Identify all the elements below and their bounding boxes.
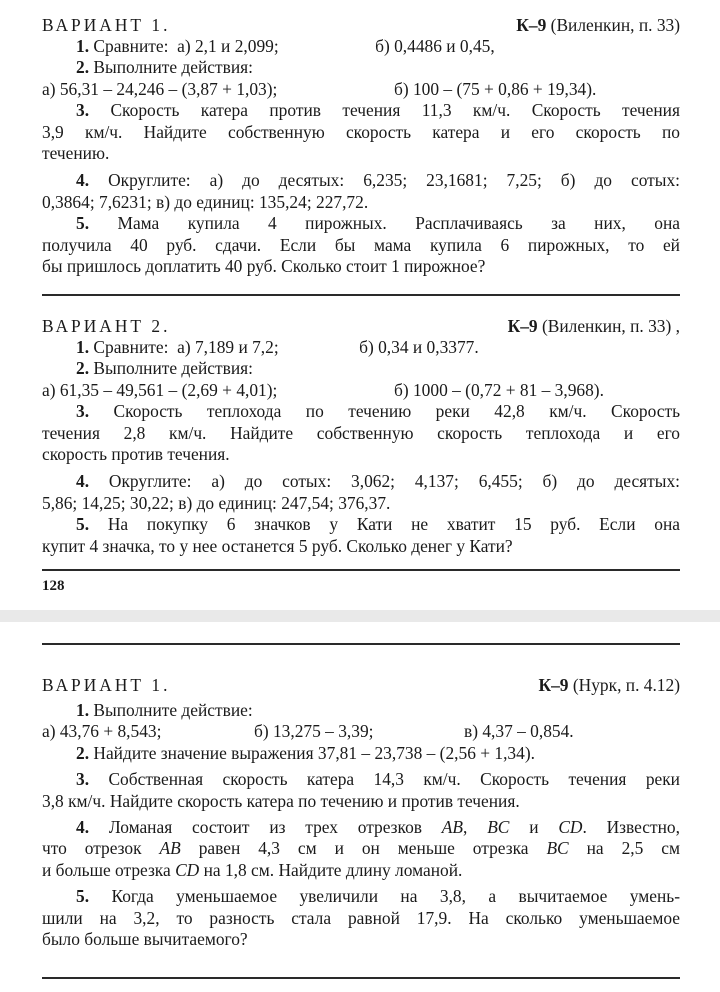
task-5-line-2: купит 4 значка, то у нее останется 5 руб. Сколько денег у Кати? [42,535,513,556]
variant-1-vilenkin [42,14,680,277]
task-5-line-2: получила 40 руб. сдачи. Если бы мама купила 6 пирожных, то ей [42,234,680,255]
task-4: 4. Округлите: а) до десятых: 6,235; 23,1681; 7,25; б) до сотых: [76,170,680,191]
task-3-line-2: 3,9 км/ч. Найдите собственную скорость катера и его скорость по [42,121,680,142]
test-code: К–9 (Виленкин, п. 33) , [507,316,680,336]
variant-2-vilenkin [42,315,680,557]
task-4: 4. Ломаная состоит из трех отрезков AB, BC и CD. Известно, [76,816,680,837]
test-code: К–9 (Виленкин, п. 33) [516,15,680,35]
task-5-line-2: шили на 3,2, то разность стала равной 17,9. На сколько уменьшаемое [42,907,680,928]
task-2: 2. Выполните действия: [76,57,253,78]
divider-rule [42,643,680,645]
task-3: 3. Собственная скорость катера 14,3 км/ч. Скорость течения реки [76,769,680,790]
test-code: К–9 (Нурк, п. 4.12) [538,675,680,695]
task-2-items: а) 56,31 – 24,246 – (3,87 + 1,03); б) 100 – (75 + 0,86 + 19,34). [42,78,597,99]
variant-title: ВАРИАНТ 1. [42,15,171,35]
variant-title: ВАРИАНТ 2. [42,316,171,336]
task-5: 5. Мама купила 4 пирожных. Расплачиваясь за них, она [76,213,680,234]
variant-header [42,674,680,696]
variant-1-nurk [42,674,680,950]
page-number: 128 [42,578,65,594]
task-4-line-3: и больше отрезка CD на 1,8 см. Найдите длину ломаной. [42,859,463,880]
task-3-line-3: скорость против течения. [42,443,230,464]
task-4-line-2: 0,3864; 7,6231; в) до единиц: 135,24; 227,72. [42,191,369,212]
task-5-line-3: было больше вычитаемого? [42,928,248,949]
task-3-line-3: течению. [42,142,110,163]
task-1: 1. Сравните: а) 7,189 и 7,2; б) 0,34 и 0,3377. [76,337,479,357]
variant-header [42,315,680,337]
variant-title: ВАРИАНТ 1. [42,675,171,695]
task-4-line-2: 5,86; 14,25; 30,22; в) до единиц: 247,54; 376,37. [42,492,391,513]
task-3-line-2: течения 2,8 км/ч. Найдите собственную скорость теплохода и его [42,422,680,443]
task-2: 2. Найдите значение выражения 37,81 – 23,738 – (2,56 + 1,34). [76,742,535,763]
task-1-items: а) 43,76 + 8,543; б) 13,275 – 3,39; в) 4,37 – 0,854. [42,721,574,742]
task-1: 1. Сравните: а) 2,1 и 2,099; б) 0,4486 и 0,45, [76,36,495,56]
divider-rule [42,569,680,571]
task-2: 2. Выполните действия: [76,358,253,379]
task-1: 1. Выполните действие: [76,700,253,720]
task-5: 5. На покупку 6 значков у Кати не хватит 15 руб. Если она [76,514,680,535]
task-3: 3. Скорость теплохода по течению реки 42,8 км/ч. Скорость [76,401,680,422]
divider-rule [42,294,680,296]
bottom-page [0,622,720,992]
page-gap [0,610,720,622]
task-5-line-3: бы пришлось доплатить 40 руб. Сколько стоит 1 пирожное? [42,255,486,276]
task-5: 5. Когда уменьшаемое увеличили на 3,8, а вычитаемое умень- [76,886,680,907]
divider-rule [42,977,680,979]
task-2-items: а) 61,35 – 49,561 – (2,69 + 4,01); б) 1000 – (0,72 + 81 – 3,968). [42,379,604,400]
variant-header [42,14,680,36]
task-4: 4. Округлите: а) до сотых: 3,062; 4,137; 6,455; б) до десятых: [76,471,680,492]
task-4-line-2: что отрезок AB равен 4,3 см и он меньше отрезка BC на 2,5 см [42,838,681,859]
task-3: 3. Скорость катера против течения 11,3 км/ч. Скорость течения [76,100,680,121]
task-3-line-2: 3,8 км/ч. Найдите скорость катера по течению и против течения. [42,790,520,811]
